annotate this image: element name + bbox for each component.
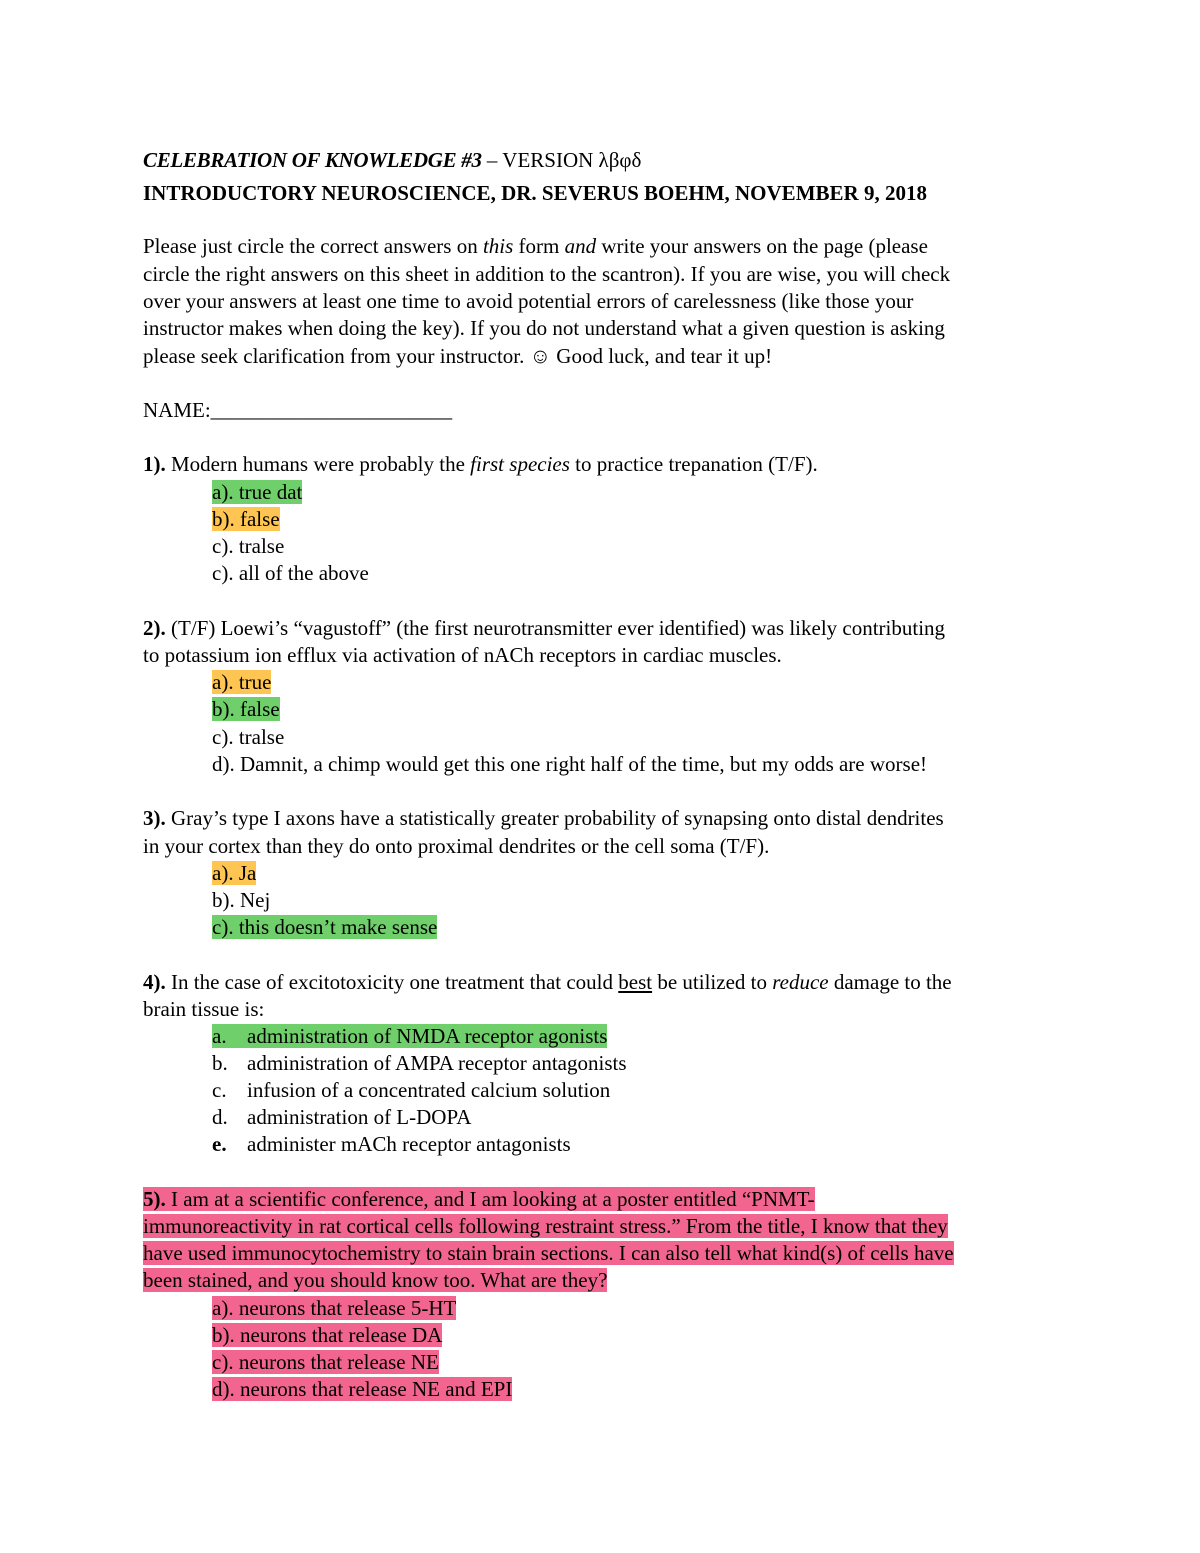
q4-option-b[interactable] [212,1050,627,1077]
q1-option-c[interactable]: c). tralse [212,534,285,558]
exam-version: – VERSION λβφδ [481,148,642,172]
instructions-text: Please just circle the correct answers on [143,234,483,258]
question-4-line-2: brain tissue is: [143,997,265,1021]
question-5 [143,1186,815,1213]
question-emphasis: best [618,970,653,994]
q5-option-b[interactable] [212,1322,442,1349]
question-3-line-2: in your cortex than they do onto proximal dendrites or the cell soma (T/F). [143,834,770,858]
answer-text: administration of NMDA receptor agonists [247,1024,608,1048]
instructions-emphasis: this [482,234,514,258]
q3-option-c[interactable] [212,914,437,941]
q5-option-d[interactable] [212,1376,512,1403]
instructions-text: form [513,234,565,258]
option-letter: e. [212,1132,227,1156]
question-text: damage to the [828,970,952,994]
question-1 [143,451,818,478]
question-2-line-2: to potassium ion efflux via activation of nACh receptors in cardiac muscles. [143,643,782,667]
q4-option-a[interactable] [212,1023,607,1050]
answer-text: administer mACh receptor antagonists [247,1132,571,1156]
instructions-line-3: over your answers at least one time to avoid potential errors of carelessness (like those your [143,289,914,313]
question-5-line-3 [143,1240,954,1267]
answer-text: b). false [212,697,280,721]
question-emphasis: reduce [772,970,829,994]
answer-text: infusion of a concentrated calcium solution [247,1078,611,1102]
q3-option-a[interactable] [212,860,256,887]
question-4 [143,969,952,996]
question-5-line-2 [143,1213,948,1240]
instructions-line-1 [143,233,928,260]
answer-text: b). false [212,507,280,531]
answer-text: administration of L-DOPA [247,1105,472,1129]
instructions-text: write your answers on the page (please [596,234,928,258]
exam-title-italic: CELEBRATION OF KNOWLEDGE #3 [143,148,482,172]
q4-option-d[interactable] [212,1104,471,1131]
q2-option-c[interactable]: c). tralse [212,725,285,749]
name-field[interactable]: NAME:_______________________ [143,398,453,422]
exam-title [143,147,641,174]
instructions-line-2: circle the right answers on this sheet in addition to the scantron). If you are wise, you will check [143,262,951,286]
question-3 [143,805,944,832]
answer-text: administration of AMPA receptor antagonists [247,1051,627,1075]
answer-text: a). true dat [212,480,303,504]
q3-option-b[interactable]: b). Nej [212,888,271,912]
answer-text: c). this doesn’t make sense [212,915,438,939]
question-text: been stained, and you should know too. What are they? [143,1268,608,1292]
question-emphasis: first species [470,452,570,476]
q1-option-a[interactable] [212,479,302,506]
q4-option-e[interactable] [212,1131,571,1158]
question-text: Modern humans were probably the [165,452,471,476]
question-text: In the case of excitotoxicity one treatment that could [165,970,619,994]
question-5-line-4 [143,1267,607,1294]
instructions-emphasis: and [564,234,597,258]
question-number: 3). [143,806,166,830]
q2-option-b[interactable] [212,696,280,723]
question-text: (T/F) Loewi’s “vagustoff” (the first neurotransmitter ever identified) was likely contributing [165,616,946,640]
question-number: 1). [143,452,166,476]
option-letter: a. [212,1024,227,1048]
q1-option-d[interactable]: c). all of the above [212,561,369,585]
answer-text: b). neurons that release DA [212,1323,443,1347]
answer-text: c). neurons that release NE [212,1350,439,1374]
question-number: 5). [143,1187,166,1211]
question-text: be utilized to [652,970,773,994]
question-number: 2). [143,616,166,640]
q2-option-d[interactable]: d). Damnit, a chimp would get this one right half of the time, but my odds are worse! [212,752,928,776]
answer-text: a). true [212,670,272,694]
instructions-line-5: please seek clarification from your instructor. ☺ Good luck, and tear it up! [143,344,773,368]
q5-option-a[interactable] [212,1295,456,1322]
q5-option-c[interactable] [212,1349,439,1376]
answer-text: d). neurons that release NE and EPI [212,1377,513,1401]
option-letter: b. [212,1051,228,1075]
question-text: to practice trepanation (T/F). [569,452,818,476]
question-2 [143,615,945,642]
question-text: I am at a scientific conference, and I am looking at a poster entitled “PNMT- [165,1187,815,1211]
instructions-line-4: instructor makes when doing the key). If you do not understand what a given question is asking [143,316,945,340]
option-letter: c. [212,1078,227,1102]
q2-option-a[interactable] [212,669,271,696]
question-text: immunoreactivity in rat cortical cells following restraint stress.” From the title, I know that they [143,1214,948,1238]
q4-option-c[interactable] [212,1077,610,1104]
question-text: Gray’s type I axons have a statistically greater probability of synapsing onto distal dendrites [165,806,944,830]
option-letter: d. [212,1105,228,1129]
q1-option-b[interactable] [212,506,280,533]
question-text: have used immunocytochemistry to stain brain sections. I can also tell what kind(s) of cells have [143,1241,954,1265]
answer-text: a). neurons that release 5-HT [212,1296,457,1320]
answer-text: a). Ja [212,861,257,885]
question-number: 4). [143,970,166,994]
course-subtitle: INTRODUCTORY NEUROSCIENCE, DR. SEVERUS BOEHM, NOVEMBER 9, 2018 [143,181,927,205]
